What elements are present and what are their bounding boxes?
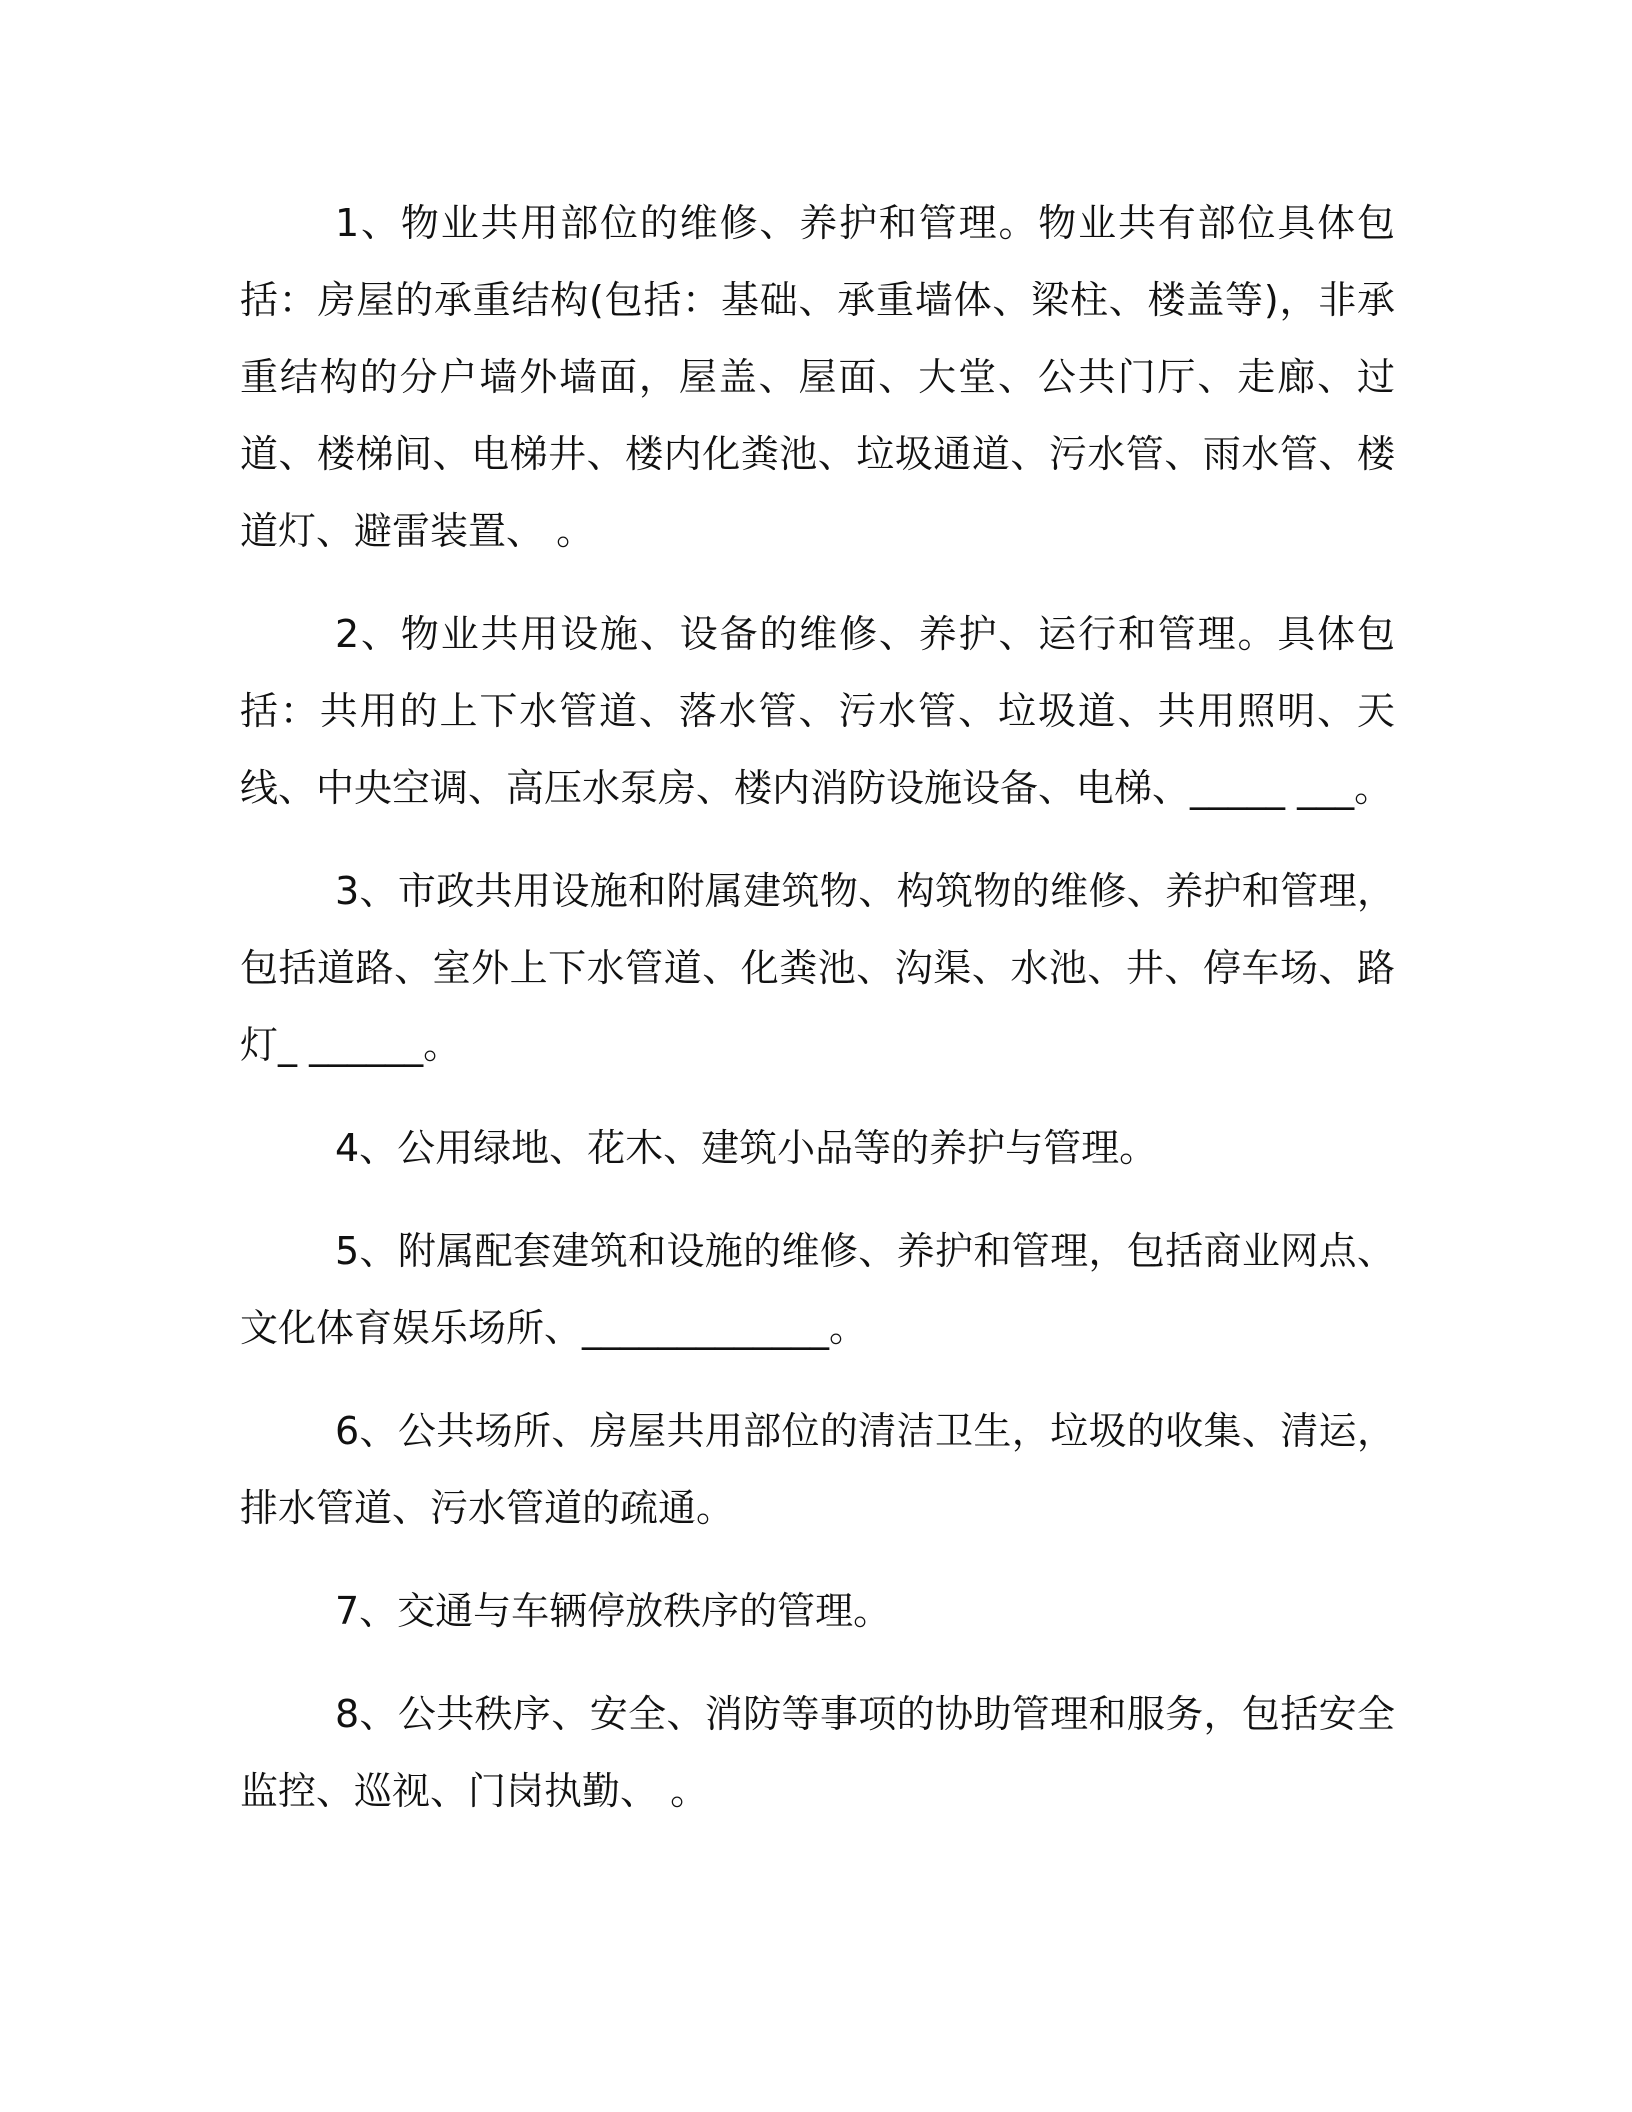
paragraph-7: 7、交通与车辆停放秩序的管理。 xyxy=(335,1589,892,1633)
paragraph-5: 5、附属配套建筑和设施的维修、养护和管理，包括商业网点、文化体育娱乐场所、_____________。 xyxy=(240,1229,1395,1350)
document-body xyxy=(240,185,1395,1856)
paragraph-8: 8、公共秩序、安全、消防等事项的协助管理和服务，包括安全监控、巡视、门岗执勤、 。 xyxy=(240,1692,1395,1813)
paragraph-4: 4、公用绿地、花木、建筑小品等的养护与管理。 xyxy=(335,1126,1158,1170)
paragraph-2: 2、物业共用设施、设备的维修、养护、运行和管理。具体包括：共用的上下水管道、落水管、污水管、垃圾道、共用照明、天线、中央空调、高压水泵房、楼内消防设施设备、电梯、_____ ___。 xyxy=(240,612,1395,810)
paragraph-1: 1、物业共用部位的维修、养护和管理。物业共有部位具体包括：房屋的承重结构(包括：基础、承重墙体、梁柱、楼盖等)，非承重结构的分户墙外墙面，屋盖、屋面、大堂、公共门厅、走廊、过道、楼梯间、电梯井、楼内化粪池、垃圾通道、污水管、雨水管、楼道灯、避雷装置、 。 xyxy=(240,201,1395,553)
paragraph-6: 6、公共场所、房屋共用部位的清洁卫生，垃圾的收集、清运，排水管道、污水管道的疏通。 xyxy=(240,1409,1395,1530)
paragraph-3: 3、市政共用设施和附属建筑物、构筑物的维修、养护和管理，包括道路、室外上下水管道、化粪池、沟渠、水池、井、停车场、路灯_ ______。 xyxy=(240,869,1395,1067)
